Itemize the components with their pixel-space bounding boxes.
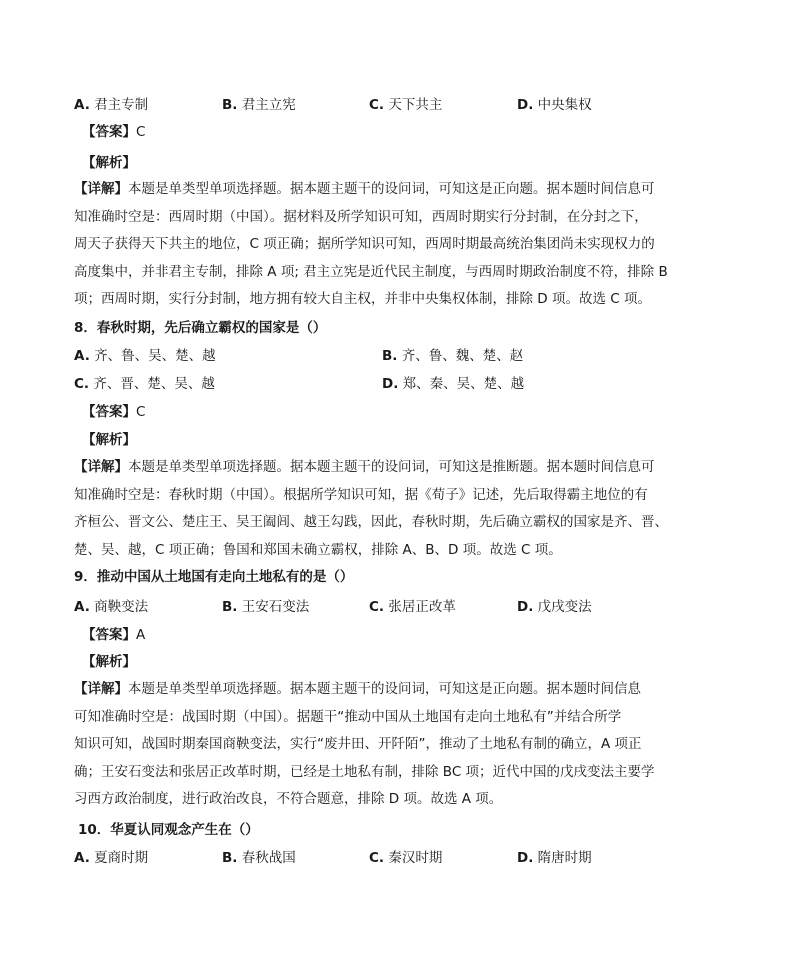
q7-option-b: B. 君主立宪	[222, 97, 296, 113]
q10-option-b: B. 春秋战国	[222, 850, 296, 866]
q7-detail	[74, 176, 668, 314]
q7-option-c: C. 天下共主	[369, 97, 443, 113]
q8-option-c: C. 齐、晋、楚、吴、越	[74, 376, 215, 392]
q9-option-d: D. 戊戌变法	[517, 599, 592, 615]
q10-option-a: A. 夏商时期	[74, 850, 149, 866]
detail-line: 习西方政治制度，进行政治改良，不符合题意，排除 D 项。故选 A 项。	[74, 791, 503, 807]
q10-option-d: D. 隋唐时期	[517, 850, 592, 866]
q8-option-d: D. 郑、秦、吴、楚、越	[382, 376, 525, 392]
q8-question: 8．春秋时期，先后确立霸权的国家是（）	[74, 320, 327, 336]
detail-line: 项；西周时期，实行分封制，地方拥有较大自主权，并非中央集权体制，排除 D 项。故选 C 项。	[74, 291, 651, 307]
q8-option-a: A. 齐、鲁、吴、楚、越	[74, 348, 216, 364]
q7-option-a: A. 君主专制	[74, 97, 149, 113]
q7-answer: 【答案】C	[82, 124, 146, 140]
q7-option-d: D. 中央集权	[517, 97, 592, 113]
detail-line: 【详解】本题是单类型单项选择题。据本题主题干的设问词，可知这是正向题。据本题时间信息可	[74, 181, 655, 197]
q9-analysis-label: 【解析】	[82, 654, 136, 670]
detail-line: 知准确时空是：春秋时期（中国）。根据所学知识可知，据《荀子》记述，先后取得霸主地位的有	[74, 486, 648, 503]
q10-option-c: C. 秦汉时期	[369, 850, 443, 866]
q9-option-b: B. 王安石变法	[222, 599, 310, 615]
detail-line: 周天子获得天下共主的地位，C 项正确；据所学知识可知，西周时期最高统治集团尚未实现权力的	[74, 236, 655, 252]
detail-line: 齐桓公、晋文公、楚庄王、吴王阖闾、越王勾践，因此，春秋时期，先后确立霸权的国家是齐、晋、	[74, 514, 668, 530]
q8-analysis-label: 【解析】	[82, 432, 136, 448]
detail-line: 知识可知，战国时期秦国商鞅变法，实行“废井田、开阡陌”，推动了土地私有制的确立，A 项正	[74, 736, 642, 752]
q9-answer: 【答案】A	[82, 627, 146, 643]
detail-line: 可知准确时空是：战国时期（中国）。据题干“推动中国从土地国有走向土地私有”并结合所学	[74, 708, 622, 725]
q9-question: 9．推动中国从土地国有走向土地私有的是（）	[74, 569, 354, 585]
q10-question: 10．华夏认同观念产生在（）	[78, 822, 259, 838]
detail-line: 楚、吴、越，C 项正确；鲁国和郑国未确立霸权，排除 A、B、D 项。故选 C 项。	[74, 541, 562, 558]
detail-line: 确；王安石变法和张居正改革时期，已经是土地私有制，排除 BC 项；近代中国的戊戌变法主要学	[74, 763, 655, 780]
q9-option-c: C. 张居正改革	[369, 599, 456, 615]
q9-option-a: A. 商鞅变法	[74, 599, 149, 615]
detail-line: 【详解】本题是单类型单项选择题。据本题主题干的设问词，可知这是推断题。据本题时间信息可	[74, 459, 655, 475]
q9-detail	[74, 676, 656, 814]
detail-line: 高度集中，并非君主专制，排除 A 项; 君主立宪是近代民主制度，与西周时期政治制度不符，排除 B	[74, 263, 668, 280]
detail-line: 【详解】本题是单类型单项选择题。据本题主题干的设问词，可知这是正向题。据本题时间信息	[74, 681, 641, 697]
q8-option-b: B. 齐、鲁、魏、楚、赵	[382, 348, 524, 364]
q8-detail	[74, 454, 668, 564]
detail-line: 知准确时空是：西周时期（中国）。据材料及所学知识可知，西周时期实行分封制，在分封之下，	[74, 208, 648, 225]
q8-answer: 【答案】C	[82, 404, 146, 420]
q7-analysis-label: 【解析】	[82, 155, 136, 171]
